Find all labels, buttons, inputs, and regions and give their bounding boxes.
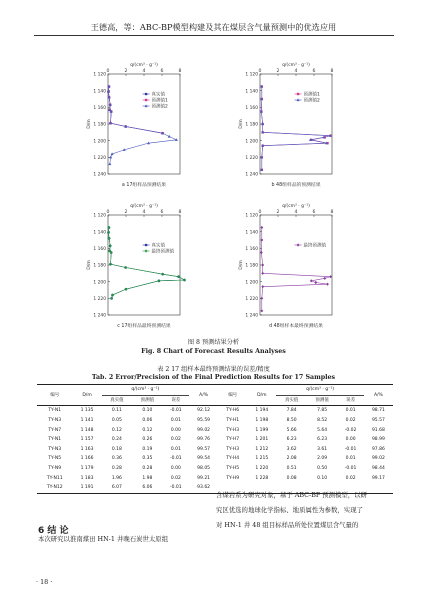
table-cell: TY-H6 <box>226 408 240 414</box>
table-cell: 0.28 <box>111 466 122 472</box>
table-row <box>37 435 393 445</box>
table-cell: 95.57 <box>371 418 385 424</box>
legend-label: 预测值1 <box>151 98 168 104</box>
data-point <box>261 272 264 275</box>
table-cell: 99.17 <box>371 475 385 481</box>
running-header: 王德高，等：ABC-BP模型构建及其在煤层含气量预测中的优选应用 <box>90 22 337 32</box>
table-row <box>37 464 393 474</box>
y-tick-label: 1 220 <box>245 155 258 161</box>
table-cell: 0.51 <box>286 466 297 472</box>
y-tick-label: 1 140 <box>245 89 258 95</box>
x-tick-label: 8 <box>330 69 334 74</box>
legend-label: 预测值2 <box>151 104 168 110</box>
x-tick-label: 2 <box>124 210 128 215</box>
table-cell: 98.99 <box>371 437 385 443</box>
data-point <box>109 244 112 247</box>
data-point <box>260 309 263 312</box>
table-cell: 6.07 <box>102 483 133 493</box>
table-cell: 99.57 <box>197 446 211 452</box>
table-row <box>37 406 393 416</box>
table-cell: 1 135 <box>80 408 94 414</box>
table-cell: TY-H9 <box>226 475 240 481</box>
table-cell: 1 166 <box>80 456 94 462</box>
y-tick-label: 1 200 <box>245 139 258 145</box>
table-cell: TY-H3 <box>226 446 240 452</box>
table-cell: 1 183 <box>80 475 94 481</box>
subfigure-caption: b 48组样品的预测结果 <box>271 183 321 188</box>
table-cell: -0.02 <box>344 427 357 433</box>
x-axis-label: q/(cm³ · g⁻¹) <box>130 63 158 68</box>
data-point <box>326 283 329 286</box>
table-cell: 0.02 <box>345 475 356 481</box>
table-cell: 98.44 <box>371 466 385 472</box>
table-cell: 1 179 <box>80 466 94 472</box>
legend-label: 最终预测值 <box>303 243 327 249</box>
plot-frame <box>260 74 332 174</box>
series-line-1 <box>109 228 185 299</box>
legend-marker <box>145 244 148 247</box>
x-tick-label: 8 <box>330 210 334 215</box>
legend-marker <box>297 93 299 95</box>
data-point <box>261 285 264 288</box>
y-tick-label: 1 140 <box>93 89 106 95</box>
y-tick-label: 1 160 <box>93 105 106 111</box>
table-cell: 95.59 <box>197 418 211 424</box>
th-depth: D/m <box>72 385 101 406</box>
table-cell: 1 194 <box>255 408 269 414</box>
table-cell: TY-N5 <box>48 456 62 462</box>
table-cell: 1 141 <box>80 418 94 424</box>
table-cell: 0.02 <box>345 418 356 424</box>
legend-label: 预测值2 <box>303 98 320 104</box>
table-cell: 1 157 <box>80 437 94 443</box>
table-cell: 0.11 <box>111 408 122 414</box>
table-cell: 0.26 <box>142 437 153 443</box>
legend-label: 预测值1 <box>303 92 320 98</box>
table-row <box>37 425 393 435</box>
x-tick-label: 6 <box>160 210 164 215</box>
table-cell: 92.12 <box>197 408 211 414</box>
table-cell: 1 201 <box>255 437 269 443</box>
table-cell: 6.23 <box>317 437 328 443</box>
table-cell: 0.02 <box>170 475 181 481</box>
table-cell: -0.01 <box>344 466 357 472</box>
table-cell: -0.01 <box>170 408 182 414</box>
table-cell: TY-H5 <box>226 466 240 472</box>
subfigure-caption: a 17组样品预测结果 <box>121 183 167 188</box>
y-axis-label: D/m <box>239 119 244 129</box>
table-cell: 93.62 <box>189 483 218 493</box>
legend-marker <box>145 249 148 252</box>
x-tick-label: 0 <box>106 210 110 215</box>
x-axis-label: q/(cm³ · g⁻¹) <box>282 63 310 68</box>
table-cell: 5.64 <box>317 427 328 433</box>
table-cell: TY-H7 <box>226 437 240 443</box>
table-cell: 8.50 <box>286 418 297 424</box>
plot-frame <box>260 215 332 315</box>
table-cell: 0.08 <box>286 475 297 481</box>
table-cell: 99.02 <box>371 456 385 462</box>
table-cell: TY-N1 <box>48 437 62 443</box>
table-cell: 97.86 <box>371 446 385 452</box>
table-cell: 0.06 <box>142 418 153 424</box>
table-cell: 1 191 <box>72 483 101 493</box>
x-tick-label: 8 <box>178 210 182 215</box>
table-title-cn: 表 2 17 组样本最终预测结果的误差/精度 <box>157 366 270 373</box>
table-cell: TY-H1 <box>226 418 240 424</box>
th-q-2: q/(cm³ · g⁻¹) <box>276 385 363 396</box>
data-point <box>261 263 264 266</box>
x-tick-label: 4 <box>294 69 298 74</box>
y-tick-label: 1 120 <box>93 72 106 78</box>
table-cell: TY-N9 <box>48 466 62 472</box>
y-tick-label: 1 240 <box>245 313 258 319</box>
table-cell: TY-H3 <box>226 427 240 433</box>
x-axis-label: q/(cm³ · g⁻¹) <box>282 204 310 209</box>
table-cell: 99.54 <box>197 456 211 462</box>
x-tick-label: 4 <box>142 69 146 74</box>
x-tick-label: 0 <box>258 69 262 74</box>
legend-marker <box>297 243 300 246</box>
data-point <box>323 277 326 280</box>
table-cell: TY-H4 <box>226 456 240 462</box>
x-tick-label: 6 <box>160 69 164 74</box>
th-depth-2: D/m <box>247 385 276 406</box>
th-acc: A/% <box>189 385 218 406</box>
table-cell: 0.00 <box>345 437 356 443</box>
y-tick-label: 1 240 <box>93 313 106 319</box>
y-tick-label: 1 200 <box>93 280 106 286</box>
y-tick-label: 1 200 <box>93 139 106 145</box>
table-cell: 0.28 <box>142 466 153 472</box>
data-point <box>314 281 317 284</box>
y-tick-label: 1 180 <box>93 122 106 128</box>
th-pred-2: 预测值 <box>307 395 338 406</box>
data-point <box>183 278 186 281</box>
plot-frame <box>108 74 180 174</box>
table-cell: 1 215 <box>255 456 269 462</box>
x-tick-label: 8 <box>178 69 182 74</box>
chart-c <box>80 201 230 341</box>
data-point <box>111 293 114 296</box>
subfigure-caption: c 17组样品最终预测结果 <box>117 324 171 329</box>
table-row <box>37 473 393 483</box>
y-tick-label: 1 140 <box>245 230 258 236</box>
th-pred: 预测值 <box>132 395 163 406</box>
table-cell: -0.01 <box>344 446 357 452</box>
error-table-body <box>37 406 393 493</box>
table-cell: 0.24 <box>111 437 122 443</box>
body-left <box>38 532 203 547</box>
th-no: 编号 <box>37 385 72 406</box>
series-line-0 <box>261 228 330 311</box>
data-point <box>110 297 113 300</box>
data-point <box>310 279 313 282</box>
th-real: 真实值 <box>102 395 133 406</box>
x-tick-label: 4 <box>142 210 146 215</box>
y-tick-label: 1 240 <box>93 172 106 178</box>
table-cell: 1.98 <box>142 475 153 481</box>
table-cell: 0.01 <box>170 418 181 424</box>
plot-frame <box>108 215 180 315</box>
y-tick-label: 1 180 <box>93 263 106 269</box>
table-cell: 2.09 <box>317 456 328 462</box>
x-tick-label: 6 <box>312 210 316 215</box>
table-cell: 7.84 <box>286 408 297 414</box>
data-point <box>109 263 112 266</box>
paragraph-line: 含煤岩系为研究对象，基于 ABC-BP 预测模型，以研 <box>216 491 367 499</box>
paragraph-line: 究区优选的地球化学指标、地质属性为参数，实现了 <box>216 506 363 514</box>
table-cell: 0.12 <box>142 427 153 433</box>
table-cell: 1.96 <box>111 475 122 481</box>
table-cell: 3.61 <box>317 446 328 452</box>
table-cell: 7.85 <box>317 408 328 414</box>
y-tick-label: 1 220 <box>93 155 106 161</box>
legend-label: 最终预测值 <box>151 249 175 255</box>
chart-d <box>232 201 382 341</box>
x-tick-label: 6 <box>312 69 316 74</box>
table-cell: 99.02 <box>197 427 211 433</box>
table-cell: 2.08 <box>286 456 297 462</box>
table-cell: 1 163 <box>80 446 94 452</box>
x-axis-label: q/(cm³ · g⁻¹) <box>130 204 158 209</box>
table-cell: 0.19 <box>142 446 153 452</box>
y-axis-label: D/m <box>87 260 92 270</box>
y-tick-label: 1 200 <box>245 280 258 286</box>
table-cell: 0.00 <box>170 427 181 433</box>
table-cell: 91.68 <box>371 427 385 433</box>
th-no-2: 编号 <box>218 385 247 406</box>
table-cell: 1 148 <box>80 427 94 433</box>
table-cell: TY-N1 <box>48 408 62 414</box>
data-point <box>107 231 110 234</box>
chart-b <box>232 60 382 200</box>
data-point <box>108 162 111 165</box>
y-tick-label: 1 220 <box>245 296 258 302</box>
series-line-0 <box>108 228 184 299</box>
paragraph-line: 本次研究以淮南煤田 HN-1 井晚石炭世太原组 <box>38 535 169 543</box>
table-cell: -0.01 <box>163 483 189 493</box>
table-cell: TY-N3 <box>48 446 62 452</box>
figure-title-en: Fig. 8 Chart of Forecast Results Analyses <box>141 348 286 355</box>
error-table <box>37 384 393 494</box>
th-acc-2: A/% <box>364 385 393 406</box>
x-tick-label: 0 <box>106 69 110 74</box>
table-cell: TY-N7 <box>48 427 62 433</box>
x-tick-label: 2 <box>124 69 128 74</box>
th-q: q/(cm³ · g⁻¹) <box>102 385 189 396</box>
legend-marker <box>145 93 148 96</box>
y-axis-label: D/m <box>87 119 92 129</box>
table-cell: 6.23 <box>286 437 297 443</box>
body-right <box>216 488 392 533</box>
table-cell: 0.01 <box>345 408 356 414</box>
figure-title-cn: 图 8 预测结果分析 <box>187 339 240 346</box>
data-point <box>157 279 160 282</box>
data-point <box>260 251 263 254</box>
chart-a <box>80 60 230 200</box>
table-cell: 99.76 <box>197 437 211 443</box>
table-cell: -0.01 <box>170 456 182 462</box>
table-cell: 0.01 <box>345 456 356 462</box>
table-cell: 0.35 <box>142 456 153 462</box>
table-cell: 0.02 <box>170 437 181 443</box>
table-cell: 0.12 <box>111 427 122 433</box>
y-tick-label: 1 240 <box>245 172 258 178</box>
paragraph-line: 对 HN-1 井 48 组目标样品所处位置煤层含气量的 <box>216 521 359 529</box>
table-cell: 1 198 <box>255 418 269 424</box>
y-tick-label: 1 120 <box>93 213 106 219</box>
table-cell: 1 199 <box>255 427 269 433</box>
table-row <box>37 416 393 426</box>
table-cell: 3.62 <box>286 446 297 452</box>
y-tick-label: 1 220 <box>93 296 106 302</box>
subfigure-caption: d 48组样本最终预测结果 <box>269 324 323 329</box>
data-point <box>260 297 263 300</box>
table-cell: 0.50 <box>317 466 328 472</box>
y-tick-label: 1 140 <box>93 230 106 236</box>
th-real-2: 真实值 <box>276 395 307 406</box>
x-tick-label: 2 <box>276 69 280 74</box>
x-tick-label: 2 <box>276 210 280 215</box>
y-tick-label: 1 120 <box>245 213 258 219</box>
table-cell: 1 228 <box>255 475 269 481</box>
table-cell: TY-N3 <box>48 418 62 424</box>
x-tick-label: 4 <box>294 210 298 215</box>
section-title: 6 结 论 <box>38 526 69 536</box>
y-tick-label: 1 160 <box>245 246 258 252</box>
legend-marker <box>145 99 147 101</box>
header-rule <box>34 35 394 36</box>
legend-label: 真实值 <box>151 92 166 98</box>
table-cell: 98.05 <box>197 466 211 472</box>
y-tick-label: 1 160 <box>245 105 258 111</box>
table-cell: 0.10 <box>142 408 153 414</box>
table-cell: TY-N11 <box>46 475 63 481</box>
data-point <box>329 275 332 278</box>
data-point <box>260 226 263 229</box>
th-err: 误差 <box>163 395 189 406</box>
table-cell: 0.18 <box>111 446 122 452</box>
x-tick-label: 0 <box>258 210 262 215</box>
legend-label: 真实值 <box>151 243 166 249</box>
page-number: · 18 · <box>36 578 53 586</box>
data-point <box>177 275 180 278</box>
table-row <box>37 445 393 455</box>
table-cell: 0.05 <box>111 418 122 424</box>
th-err-2: 误差 <box>337 395 363 406</box>
series-line-0 <box>261 87 330 170</box>
y-axis-label: D/m <box>239 260 244 270</box>
table-cell: 1 212 <box>255 446 269 452</box>
table-cell: 98.71 <box>371 408 385 414</box>
data-point <box>124 266 127 269</box>
table-cell: 5.66 <box>286 427 297 433</box>
table-title-en: Tab. 2 Error/Precision of the Final Prediction Results for 17 Samples <box>91 374 336 381</box>
data-point <box>125 288 128 291</box>
table-cell: TY-N12 <box>37 483 72 493</box>
y-tick-label: 1 180 <box>245 263 258 269</box>
data-point <box>260 238 263 241</box>
table-cell: 0.10 <box>317 475 328 481</box>
table-cell: 0.00 <box>170 466 181 472</box>
y-tick-label: 1 180 <box>245 122 258 128</box>
data-point <box>161 273 164 276</box>
y-tick-label: 1 160 <box>93 246 106 252</box>
table-cell: 0.36 <box>111 456 122 462</box>
y-tick-label: 1 120 <box>245 72 258 78</box>
table-cell: 99.21 <box>197 475 211 481</box>
table-cell: 6.06 <box>132 483 163 493</box>
table-cell: 8.52 <box>317 418 328 424</box>
table-row <box>37 454 393 464</box>
table-cell: 0.01 <box>170 446 181 452</box>
table-cell: 1 220 <box>255 466 269 472</box>
